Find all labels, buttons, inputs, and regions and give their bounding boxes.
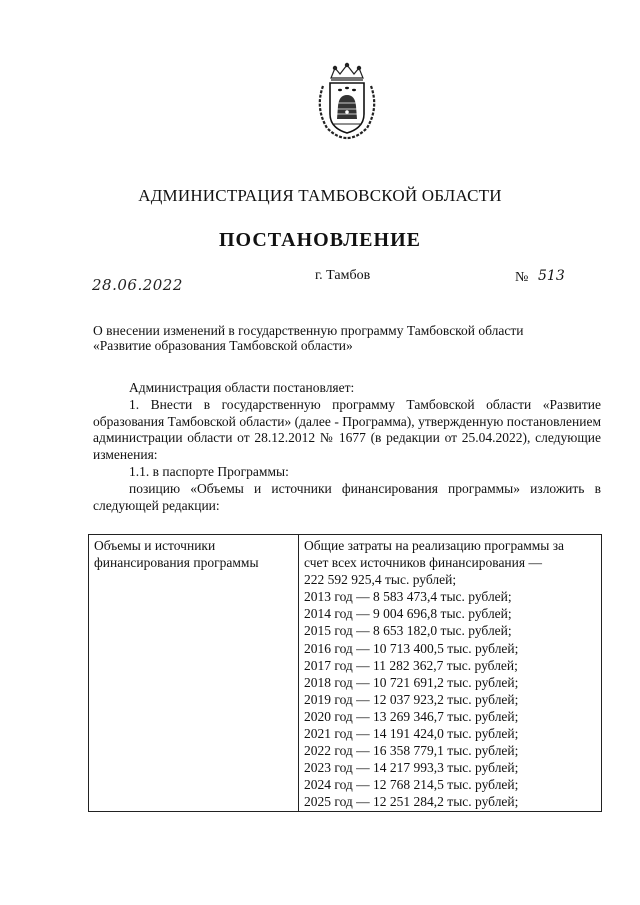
- document-type: ПОСТАНОВЛЕНИЕ: [219, 229, 421, 251]
- body-paragraph: позицию «Объемы и источники финансирования программы» изложить в следующей редакции:: [93, 480, 601, 513]
- year-line: 2020 год — 13 269 346,7 тыс. рублей;: [304, 708, 519, 724]
- year-line: 2018 год — 10 721 691,2 тыс. рублей;: [304, 674, 519, 690]
- document-city: г. Тамбов: [315, 268, 371, 283]
- document-body: [93, 380, 601, 514]
- body-paragraph: 1. Внести в государственную программу Тамбовской области «Развитие образования Тамбовской области» (далее - Программа), утвержденную постановлением администрации области от 28.12.2012 № 1677 (в редакции от 25.04.2022), следующие изменения:: [93, 396, 601, 463]
- year-line: 2017 год — 11 282 362,7 тыс. рублей;: [304, 657, 518, 673]
- year-line: 2019 год — 12 037 923,2 тыс. рублей;: [304, 691, 519, 707]
- year-line: 2014 год — 9 004 696,8 тыс. рублей;: [304, 606, 512, 622]
- organization-title: АДМИНИСТРАЦИЯ ТАМБОВСКОЙ ОБЛАСТИ: [138, 186, 502, 205]
- coat-of-arms-emblem: [313, 62, 381, 140]
- table-cell-values: [299, 535, 602, 812]
- table-cell-label: [89, 535, 299, 812]
- year-line: 2023 год — 14 217 993,3 тыс. рублей;: [304, 760, 519, 776]
- document-date: 28.06.2022: [92, 276, 183, 294]
- total-line: 222 592 925,4 тыс. рублей;: [304, 572, 457, 588]
- number-label: №: [515, 270, 529, 285]
- financing-table: [88, 534, 602, 812]
- year-line: 2022 год — 16 358 779,1 тыс. рублей;: [304, 743, 519, 759]
- year-line: 2021 год — 14 191 424,0 тыс. рублей;: [304, 726, 519, 742]
- body-paragraph: Администрация области постановляет:: [129, 380, 355, 395]
- body-paragraph: 1.1. в паспорте Программы:: [129, 463, 289, 479]
- year-line: 2013 год — 8 583 473,4 тыс. рублей;: [304, 589, 512, 605]
- year-line: 2024 год — 12 768 214,5 тыс. рублей;: [304, 777, 519, 793]
- subject-line: «Развитие образования Тамбовской области»: [93, 338, 353, 353]
- year-line: 2015 год — 8 653 182,0 тыс. рублей;: [304, 623, 512, 639]
- subject-line: О внесении изменений в государственную программу Тамбовской области: [93, 323, 524, 338]
- total-line: Общие затраты на реализацию программы за: [304, 538, 565, 553]
- document-number: 513: [538, 268, 565, 284]
- year-line: 2016 год — 10 713 400,5 тыс. рублей;: [304, 640, 519, 656]
- financing-label: Объемы и источники финансирования программы: [94, 538, 259, 571]
- document-subject: [93, 323, 601, 353]
- total-line: счет всех источников финансирования —: [304, 555, 542, 571]
- table-row: [89, 535, 602, 812]
- year-line: 2025 год — 12 251 284,2 тыс. рублей;: [304, 794, 519, 810]
